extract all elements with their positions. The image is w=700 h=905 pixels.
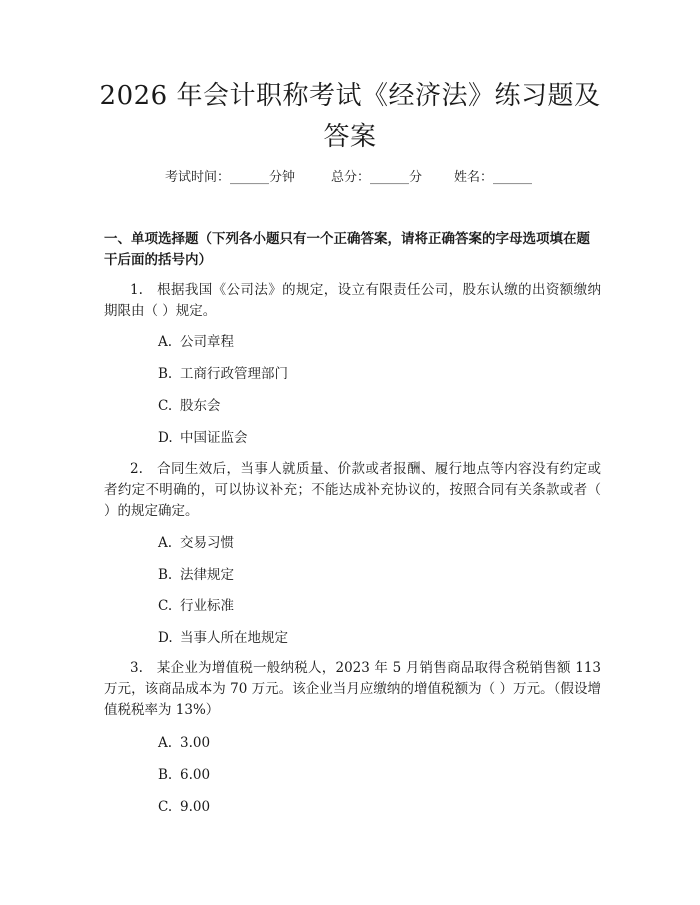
option-text: 交易习惯 — [180, 535, 234, 551]
option-text: 6.00 — [180, 767, 211, 783]
question-2-option-a — [158, 534, 234, 552]
question-1-stem: 1. 根据我国《公司法》的规定，设立有限责任公司，股东认缴的出资额缴纳期限由（ ）规定。 — [104, 282, 601, 319]
option-text: 中国证监会 — [180, 430, 248, 446]
option-letter: D. — [158, 630, 173, 646]
question-2-option-d — [158, 629, 288, 647]
option-letter: C. — [158, 799, 173, 815]
option-letter: B. — [158, 567, 173, 583]
option-letter: A. — [158, 735, 173, 751]
question-1-option-a — [158, 333, 234, 351]
question-2-stem: 2. 合同生效后，当事人就质量、价款或者报酬、履行地点等内容没有约定或者约定不明确的，可以协议补充；不能达成补充协议的，按照合同有关条款或者（ ）的规定确定。 — [104, 461, 601, 519]
option-text: 工商行政管理部门 — [180, 366, 288, 382]
question-2-option-c — [158, 597, 234, 615]
option-letter: A. — [158, 535, 173, 551]
question-3-option-a — [158, 734, 210, 752]
option-text: 股东会 — [180, 398, 221, 414]
total-score-field: 总分：______分 — [331, 170, 423, 185]
option-text: 9.00 — [180, 799, 211, 815]
option-letter: C. — [158, 398, 173, 414]
option-text: 法律规定 — [180, 567, 234, 583]
option-text: 行业标准 — [180, 598, 234, 614]
name-field: 姓名：______ — [454, 170, 533, 185]
option-letter: B. — [158, 366, 173, 382]
question-1-option-c — [158, 397, 221, 415]
option-text: 当事人所在地规定 — [180, 630, 288, 646]
question-1-option-b — [158, 365, 288, 383]
document-title: 2026 年会计职称考试《经济法》练习题及答案 — [99, 81, 601, 152]
option-text: 3.00 — [180, 735, 211, 751]
question-3-stem: 3. 某企业为增值税一般纳税人，2023 年 5 月销售商品取得含税销售额 113 万元，该商品成本为 70 万元。该企业当月应缴纳的增值税额为（ ）万元。（假设增值税税率为 13%） — [104, 660, 601, 718]
section-heading: 一、单项选择题（下列各小题只有一个正确答案，请将正确答案的字母选项填在题干后面的括号内） — [104, 231, 590, 268]
option-letter: A. — [158, 334, 173, 350]
question-1-option-d — [158, 429, 248, 447]
exam-time-field: 考试时间：______分钟 — [165, 170, 296, 185]
question-3-option-c — [158, 798, 210, 816]
question-2-option-b — [158, 566, 234, 584]
option-letter: B. — [158, 767, 173, 783]
question-3-option-b — [158, 766, 210, 784]
option-text: 公司章程 — [180, 334, 234, 350]
option-letter: D. — [158, 430, 173, 446]
option-letter: C. — [158, 598, 173, 614]
